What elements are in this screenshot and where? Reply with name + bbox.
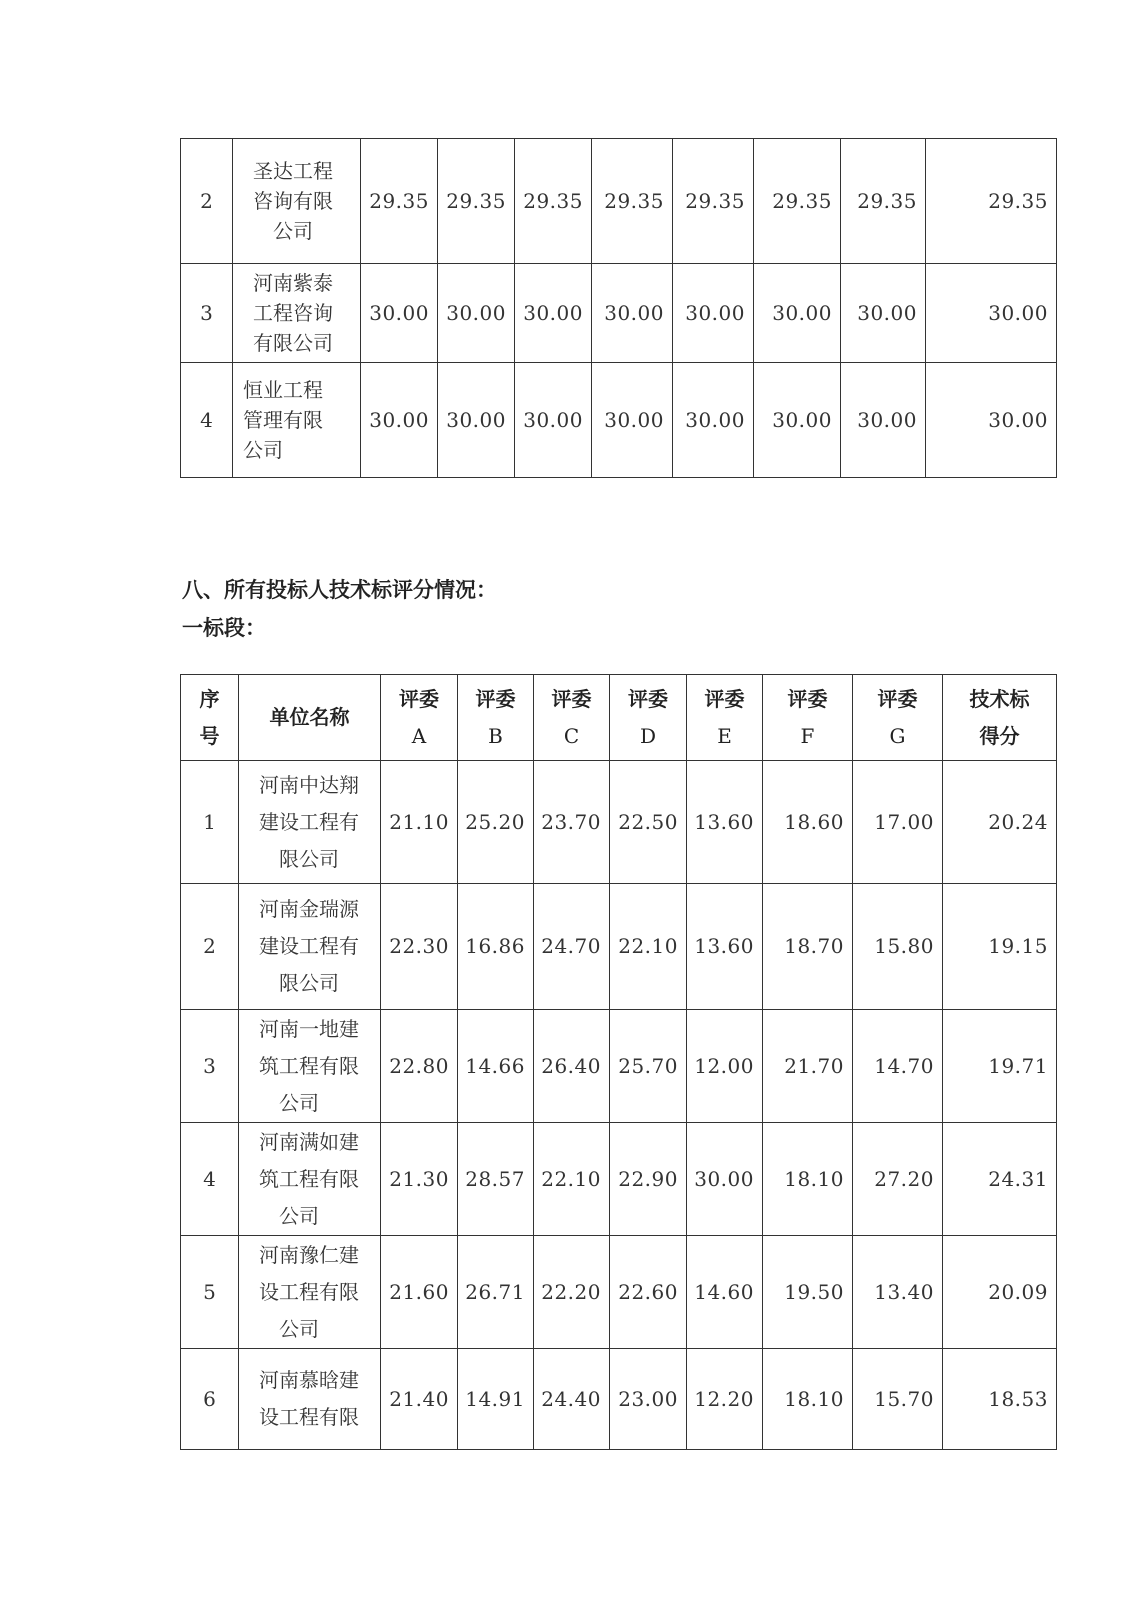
header-no-line: 序 <box>199 686 220 711</box>
header-judge-letter: G <box>889 723 906 748</box>
score-cell <box>763 1010 853 1123</box>
score-value: 17.00 <box>874 809 934 834</box>
company-name-line: 公司 <box>243 438 283 462</box>
score-cell <box>943 1236 1057 1349</box>
company-name-line: 设工程有限 <box>259 1279 359 1304</box>
score-cell <box>438 139 515 264</box>
header-judge-c <box>534 675 610 761</box>
header-judge-letter: C <box>563 723 580 748</box>
score-value: 30.00 <box>604 301 664 325</box>
header-judge-letter: A <box>411 723 427 748</box>
score-value: 16.86 <box>465 934 525 958</box>
score-value: 30.00 <box>446 301 506 325</box>
score-value: 30.00 <box>988 301 1048 325</box>
score-cell <box>515 363 592 478</box>
technical-score-table <box>180 674 1057 1450</box>
score-cell <box>534 1349 610 1450</box>
score-value: 12.20 <box>694 1386 754 1411</box>
score-cell <box>853 884 943 1010</box>
score-cell <box>943 884 1057 1010</box>
company-name-line: 河南一地建 <box>259 1016 359 1041</box>
company-name-line: 河南紫泰 <box>253 271 333 295</box>
header-technical-total <box>943 675 1057 761</box>
score-value: 22.80 <box>389 1053 449 1078</box>
company-name-line: 限公司 <box>279 971 339 995</box>
header-judge-label: 评委 <box>399 686 439 711</box>
header-judge-letter: F <box>800 723 815 748</box>
score-value: 21.30 <box>389 1166 449 1191</box>
score-cell <box>610 761 687 884</box>
score-cell <box>754 363 841 478</box>
score-cell <box>534 1123 610 1236</box>
score-cell <box>458 761 534 884</box>
score-cell <box>361 363 438 478</box>
company-name-line: 公司 <box>279 1316 319 1341</box>
score-value: 29.35 <box>685 189 745 213</box>
score-value: 22.20 <box>541 1279 601 1304</box>
header-judge-label: 评委 <box>475 686 516 711</box>
company-name-line: 筑工程有限 <box>259 1053 359 1078</box>
score-cell <box>926 264 1057 363</box>
score-value: 13.60 <box>694 934 754 958</box>
company-name-line: 设工程有限 <box>259 1405 359 1429</box>
score-value: 24.70 <box>541 934 601 958</box>
header-total-line: 得分 <box>979 723 1020 748</box>
score-cell <box>610 884 687 1010</box>
company-name <box>239 1010 381 1123</box>
score-value: 22.90 <box>618 1166 678 1191</box>
score-value: 27.20 <box>874 1166 934 1191</box>
score-cell <box>515 139 592 264</box>
header-judge-letter: B <box>488 723 503 748</box>
header-judge-label: 评委 <box>877 686 918 711</box>
score-cell <box>687 884 763 1010</box>
company-name-line: 公司 <box>279 1090 319 1115</box>
score-cell <box>610 1236 687 1349</box>
score-value: 22.30 <box>389 934 449 958</box>
header-company-name: 单位名称 <box>239 675 381 761</box>
score-value: 29.35 <box>988 189 1048 213</box>
score-value: 18.10 <box>784 1386 844 1411</box>
row-number: 4 <box>181 363 233 478</box>
score-cell <box>381 884 458 1010</box>
score-value: 14.70 <box>874 1053 934 1078</box>
row-number: 6 <box>181 1349 239 1450</box>
score-cell <box>381 1349 458 1450</box>
score-cell <box>853 761 943 884</box>
score-cell <box>687 1010 763 1123</box>
score-value: 26.40 <box>541 1053 601 1078</box>
score-value: 18.53 <box>988 1386 1048 1411</box>
score-cell <box>926 139 1057 264</box>
score-cell <box>853 1010 943 1123</box>
score-value: 26.71 <box>465 1279 525 1304</box>
company-name-line: 限公司 <box>279 846 339 871</box>
company-name <box>239 761 381 884</box>
score-cell <box>673 139 754 264</box>
company-name-line: 河南满如建 <box>259 1129 359 1154</box>
score-cell <box>458 1349 534 1450</box>
score-value: 18.10 <box>784 1166 844 1191</box>
score-value: 22.10 <box>618 934 678 958</box>
score-value: 30.00 <box>523 408 583 432</box>
score-cell <box>592 363 673 478</box>
score-value: 15.70 <box>874 1386 934 1411</box>
score-cell <box>534 1010 610 1123</box>
company-name-line: 圣达工程 <box>253 159 333 183</box>
score-value: 25.20 <box>465 809 525 834</box>
score-cell <box>853 1236 943 1349</box>
score-cell <box>458 1236 534 1349</box>
score-value: 28.57 <box>465 1166 525 1191</box>
score-value: 12.00 <box>694 1053 754 1078</box>
company-name <box>239 1123 381 1236</box>
header-judge-letter: E <box>717 723 732 748</box>
score-value: 23.00 <box>618 1386 678 1411</box>
row-number: 3 <box>181 1010 239 1123</box>
table-row <box>181 139 1057 264</box>
company-name <box>239 1236 381 1349</box>
score-cell <box>754 139 841 264</box>
lot-title: 一标段： <box>182 616 266 640</box>
score-value: 24.31 <box>988 1166 1048 1191</box>
score-cell <box>610 1010 687 1123</box>
score-cell <box>943 761 1057 884</box>
company-name-line: 恒业工程 <box>243 378 323 402</box>
score-value: 20.24 <box>988 809 1048 834</box>
score-cell <box>687 1123 763 1236</box>
score-value: 30.00 <box>446 408 506 432</box>
score-cell <box>381 761 458 884</box>
score-cell <box>687 1236 763 1349</box>
score-cell <box>763 884 853 1010</box>
company-name-line: 工程咨询 <box>253 301 333 325</box>
header-judge-d <box>610 675 687 761</box>
score-cell <box>610 1349 687 1450</box>
header-judge-g <box>853 675 943 761</box>
score-value: 30.00 <box>988 408 1048 432</box>
row-number: 3 <box>181 264 233 363</box>
score-cell <box>926 363 1057 478</box>
technical-score-table-body <box>181 675 1057 1450</box>
header-judge-label: 评委 <box>704 686 745 711</box>
price-score-table-continued <box>180 138 1057 478</box>
score-cell <box>943 1010 1057 1123</box>
table-row <box>181 1349 1057 1450</box>
score-value: 25.70 <box>618 1053 678 1078</box>
score-value: 30.00 <box>523 301 583 325</box>
score-value: 21.10 <box>389 809 449 834</box>
company-name-line: 公司 <box>273 219 313 243</box>
score-cell <box>687 1349 763 1450</box>
company-name-line: 筑工程有限 <box>259 1166 359 1191</box>
score-value: 21.70 <box>784 1053 844 1078</box>
score-value: 30.00 <box>685 301 745 325</box>
company-name-line: 公司 <box>279 1203 319 1228</box>
header-no <box>181 675 239 761</box>
score-value: 13.60 <box>694 809 754 834</box>
score-cell <box>458 1010 534 1123</box>
score-value: 19.15 <box>988 934 1048 958</box>
score-cell <box>361 139 438 264</box>
price-score-table-body <box>181 139 1057 478</box>
score-value: 20.09 <box>988 1279 1048 1304</box>
score-cell <box>841 363 926 478</box>
section-title: 八、所有投标人技术标评分情况： <box>182 578 497 602</box>
score-value: 14.91 <box>465 1386 525 1411</box>
score-cell <box>534 884 610 1010</box>
company-name-line: 有限公司 <box>253 331 333 355</box>
score-cell <box>853 1123 943 1236</box>
score-cell <box>592 139 673 264</box>
table-row <box>181 884 1057 1010</box>
header-judge-label: 评委 <box>551 686 592 711</box>
score-value: 29.35 <box>604 189 664 213</box>
score-value: 18.70 <box>784 934 844 958</box>
company-name-line: 河南中达翔 <box>259 772 359 797</box>
row-number: 4 <box>181 1123 239 1236</box>
score-cell <box>841 139 926 264</box>
score-cell <box>534 1236 610 1349</box>
score-value: 19.50 <box>784 1279 844 1304</box>
header-judge-b <box>458 675 534 761</box>
company-name-line: 建设工程有 <box>259 934 359 958</box>
score-value: 18.60 <box>784 809 844 834</box>
score-value: 29.35 <box>369 189 429 213</box>
company-name <box>233 363 361 478</box>
score-value: 29.35 <box>523 189 583 213</box>
row-number: 2 <box>181 884 239 1010</box>
score-value: 30.00 <box>604 408 664 432</box>
header-total-line: 技术标 <box>969 686 1030 711</box>
score-value: 30.00 <box>772 408 832 432</box>
row-number: 5 <box>181 1236 239 1349</box>
score-cell <box>853 1349 943 1450</box>
score-cell <box>763 1349 853 1450</box>
score-value: 30.00 <box>857 301 917 325</box>
table-header-row <box>181 675 1057 761</box>
score-cell <box>438 264 515 363</box>
score-value: 22.50 <box>618 809 678 834</box>
table-row <box>181 363 1057 478</box>
score-value: 15.80 <box>874 934 934 958</box>
score-cell <box>361 264 438 363</box>
header-judge-a <box>381 675 458 761</box>
score-value: 23.70 <box>541 809 601 834</box>
score-cell <box>943 1349 1057 1450</box>
score-value: 24.40 <box>541 1386 601 1411</box>
header-judge-e <box>687 675 763 761</box>
score-value: 30.00 <box>369 408 429 432</box>
score-value: 13.40 <box>874 1279 934 1304</box>
score-cell <box>673 363 754 478</box>
score-value: 21.40 <box>389 1386 449 1411</box>
score-value: 30.00 <box>369 301 429 325</box>
table-row <box>181 1010 1057 1123</box>
row-number: 2 <box>181 139 233 264</box>
score-value: 19.71 <box>988 1053 1048 1078</box>
header-no-line: 号 <box>199 723 220 748</box>
company-name <box>233 264 361 363</box>
table-row <box>181 1236 1057 1349</box>
score-value: 22.60 <box>618 1279 678 1304</box>
score-cell <box>592 264 673 363</box>
score-cell <box>610 1123 687 1236</box>
company-name <box>239 1349 381 1450</box>
score-value: 29.35 <box>446 189 506 213</box>
score-cell <box>763 1236 853 1349</box>
score-value: 14.60 <box>694 1279 754 1304</box>
header-judge-label: 评委 <box>787 686 828 711</box>
score-value: 30.00 <box>857 408 917 432</box>
score-value: 30.00 <box>694 1166 754 1191</box>
company-name-line: 管理有限 <box>243 408 323 432</box>
score-cell <box>841 264 926 363</box>
company-name-line: 河南金瑞源 <box>259 897 359 921</box>
score-value: 22.10 <box>541 1166 601 1191</box>
header-judge-letter: D <box>639 723 657 748</box>
row-number: 1 <box>181 761 239 884</box>
score-cell <box>763 1123 853 1236</box>
table-row <box>181 761 1057 884</box>
score-cell <box>458 884 534 1010</box>
table-row <box>181 1123 1057 1236</box>
score-cell <box>381 1010 458 1123</box>
score-cell <box>673 264 754 363</box>
score-value: 30.00 <box>772 301 832 325</box>
score-value: 29.35 <box>857 189 917 213</box>
score-cell <box>687 761 763 884</box>
company-name-line: 咨询有限 <box>253 189 333 213</box>
score-value: 21.60 <box>389 1279 449 1304</box>
score-value: 30.00 <box>685 408 745 432</box>
score-cell <box>515 264 592 363</box>
company-name-line: 河南慕晗建 <box>259 1368 359 1392</box>
score-cell <box>943 1123 1057 1236</box>
score-value: 29.35 <box>772 189 832 213</box>
score-cell <box>763 761 853 884</box>
company-name-line: 河南豫仁建 <box>259 1242 359 1267</box>
score-cell <box>754 264 841 363</box>
header-judge-f <box>763 675 853 761</box>
company-name-line: 建设工程有 <box>259 809 359 834</box>
score-cell <box>381 1236 458 1349</box>
score-cell <box>458 1123 534 1236</box>
score-cell <box>438 363 515 478</box>
company-name <box>233 139 361 264</box>
score-cell <box>534 761 610 884</box>
score-cell <box>381 1123 458 1236</box>
company-name <box>239 884 381 1010</box>
table-row <box>181 264 1057 363</box>
header-judge-label: 评委 <box>628 686 668 711</box>
score-value: 14.66 <box>465 1053 525 1078</box>
